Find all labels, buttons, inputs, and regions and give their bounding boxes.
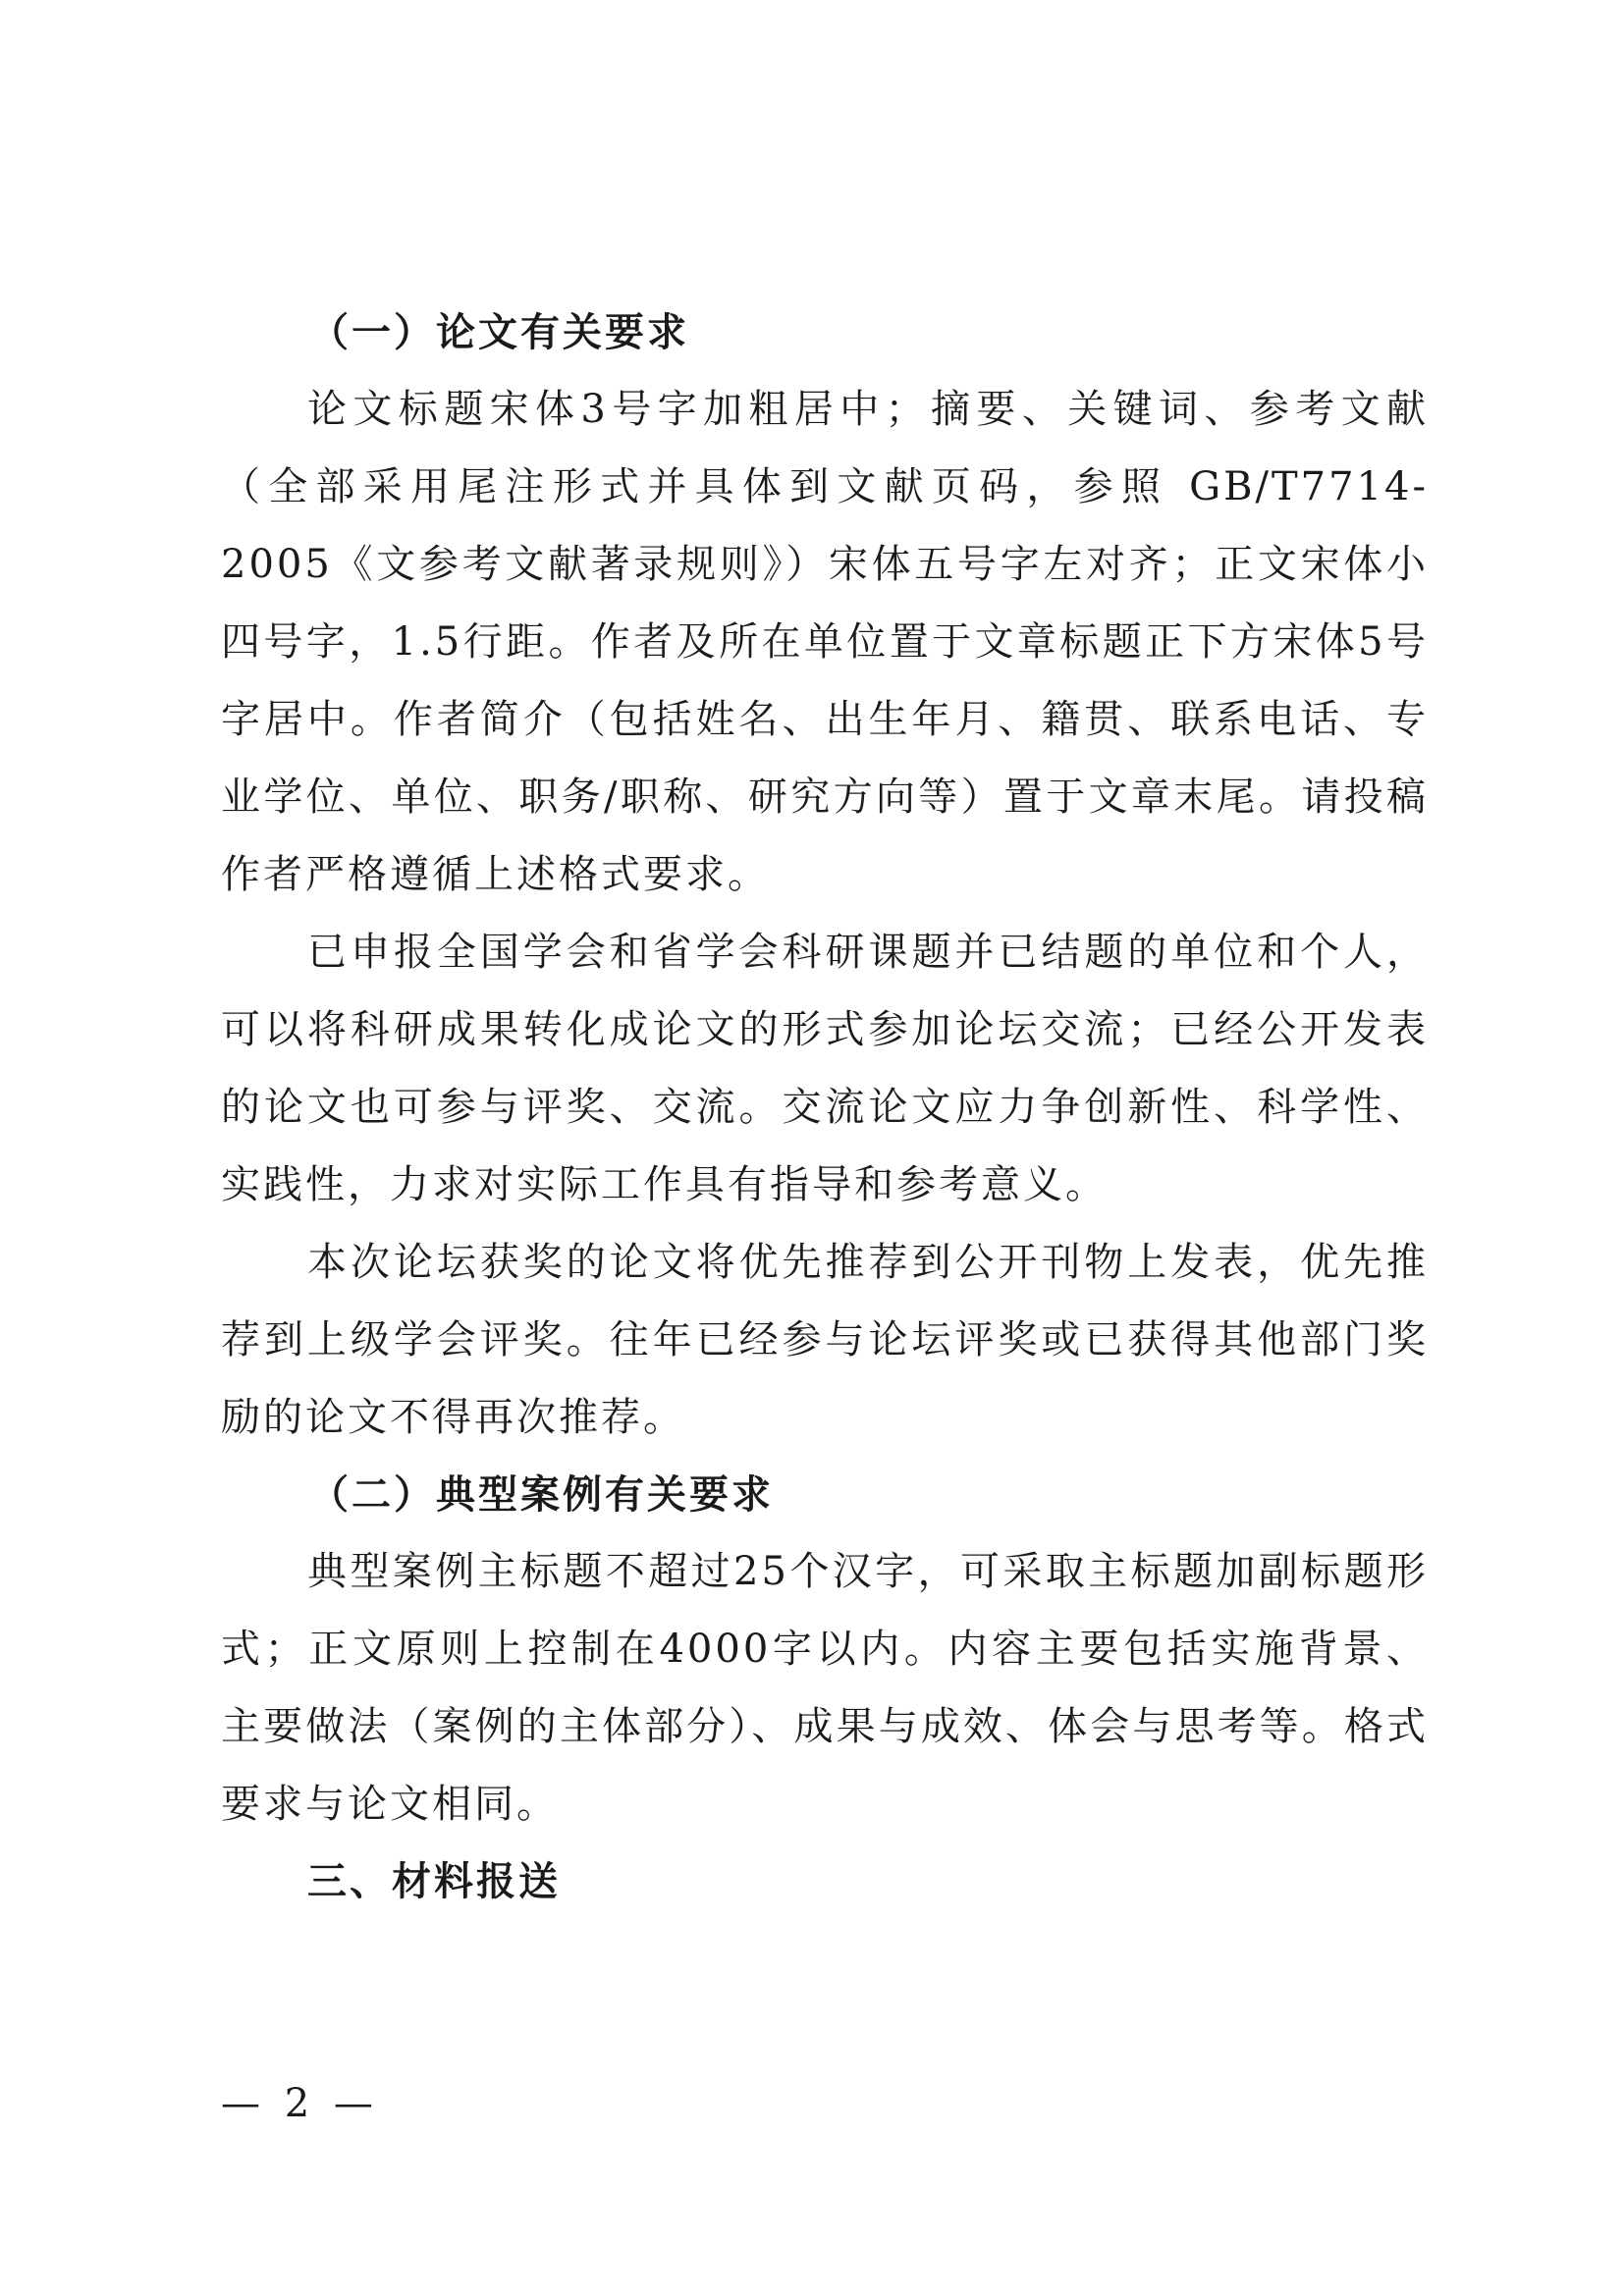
section-heading-materials-submission: 三、材料报送 (307, 1859, 561, 1904)
section-heading-paper-requirements: （一）论文有关要求 (309, 310, 689, 355)
section-heading-case-requirements: （二）典型案例有关要求 (309, 1472, 774, 1518)
paragraph-paper-format: 论文标题宋体3号字加粗居中；摘要、关键词、参考文献（全部采用尾注形式并具体到文献页码，参照 GB/T7714-2005《文参考文献著录规则》）宋体五号字左对齐；正文宋体小四号字，1.5行距。作者及所在单位置于文章标题正下方宋体5号字居中。作者简介（包括姓名、出生年月、籍贯、联系电话、专业学位、单位、职务/职称、研究方向等）置于文章末尾。请投稿作者严格遵循上述格式要求。 (221, 387, 1429, 897)
paragraph-paper-awards: 本次论坛获奖的论文将优先推荐到公开刊物上发表，优先推荐到上级学会评奖。往年已经参与论坛评奖或已获得其他部门奖励的论文不得再次推荐。 (221, 1240, 1429, 1440)
page-number: — 2 — (221, 2081, 379, 2126)
paragraph-paper-eligibility: 已申报全国学会和省学会科研课题并已结题的单位和个人，可以将科研成果转化成论文的形式参加论坛交流；已经公开发表的论文也可参与评奖、交流。交流论文应力争创新性、科学性、实践性，力求对实际工作具有指导和参考意义。 (221, 930, 1429, 1207)
paragraph-case-format: 典型案例主标题不超过25个汉字，可采取主标题加副标题形式；正文原则上控制在4000字以内。内容主要包括实施背景、主要做法（案例的主体部分）、成果与成效、体会与思考等。格式要求与论文相同。 (221, 1549, 1429, 1827)
document-body (221, 294, 1429, 1920)
